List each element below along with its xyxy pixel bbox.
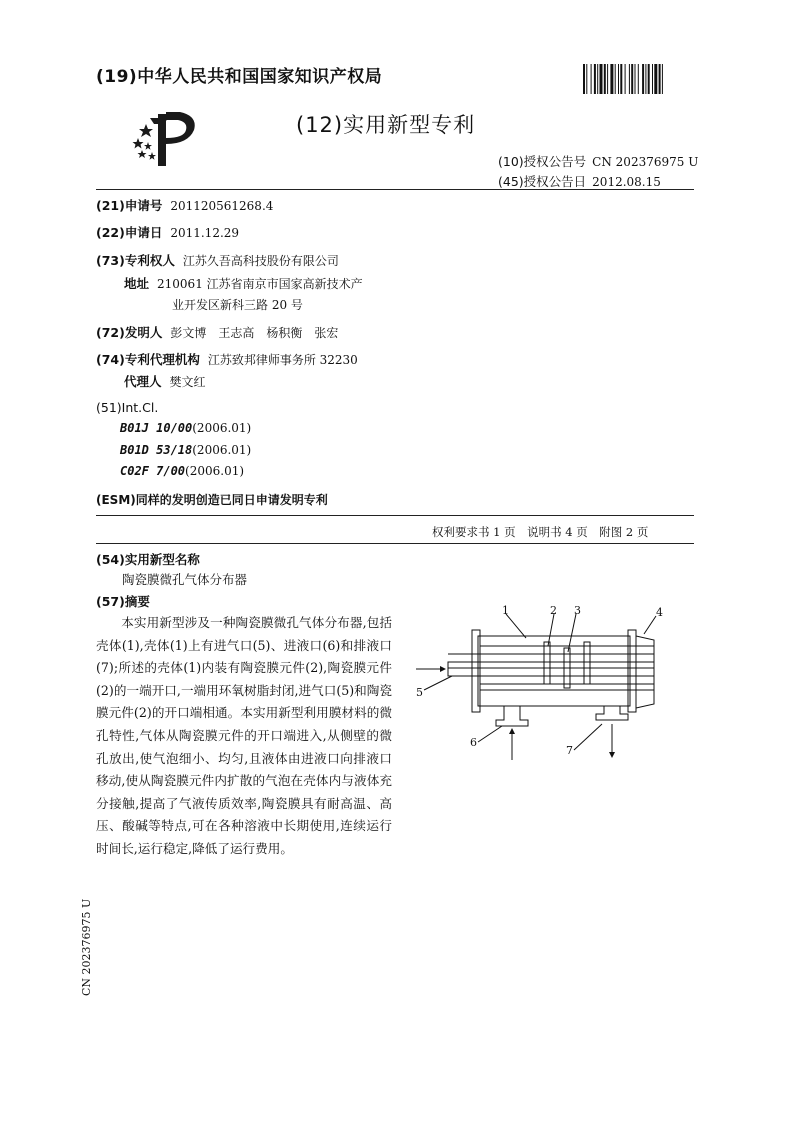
barcode-bar <box>586 64 587 94</box>
page-count-divider <box>96 543 694 544</box>
barcode-bar <box>638 64 639 94</box>
inventor-label: (72)发明人 <box>96 325 163 340</box>
liquid-inlet-nozzle <box>496 706 528 726</box>
ipc-code: C02F 7/00 <box>120 464 186 478</box>
ipc-entry <box>120 443 251 457</box>
agency-value: 江苏致邦律师事务所 32230 <box>207 353 358 367</box>
barcode-bar <box>635 64 636 94</box>
agent-value: 樊文红 <box>169 375 206 389</box>
barcode-bar <box>604 64 606 94</box>
ipc-date: (2006.01) <box>192 421 252 435</box>
figure-label: 3 <box>574 604 581 617</box>
figure-label: 5 <box>416 686 423 699</box>
barcode-bar <box>629 64 630 94</box>
publication-date-value: 2012.08.15 <box>592 175 661 189</box>
ipc-code: B01D 53/18 <box>120 443 193 457</box>
barcode-bar <box>610 64 613 94</box>
barcode-bar <box>620 64 622 94</box>
inventor-row <box>96 323 338 341</box>
figure-label: 1 <box>502 604 509 617</box>
barcode-bar <box>631 64 633 94</box>
ipc-date: (2006.01) <box>192 443 252 457</box>
baffle-3 <box>584 642 590 684</box>
application-date-label: (22)申请日 <box>96 225 163 240</box>
side-publication-number <box>76 890 96 1000</box>
barcode-bar <box>645 64 646 94</box>
liquid-outlet-nozzle <box>596 706 628 720</box>
application-number-value: 201120561268.4 <box>170 199 274 213</box>
barcode-bar <box>648 64 650 94</box>
ipc-entry <box>120 464 244 478</box>
barcode-bar <box>607 64 608 94</box>
agent-row <box>124 372 206 390</box>
publication-number-value: CN 202376975 U <box>592 155 699 169</box>
abstract-figure <box>408 602 690 782</box>
figure-label: 4 <box>656 606 663 619</box>
application-date-value: 2011.12.29 <box>170 226 240 240</box>
barcode-bar <box>597 64 598 94</box>
gas-inlet-pipe <box>448 662 472 676</box>
inventor-value: 彭文博 王志高 杨积衡 张宏 <box>170 326 339 340</box>
barcode-bar <box>625 64 626 94</box>
barcode-bar <box>615 64 616 94</box>
ipc-code: B01J 10/00 <box>120 421 193 435</box>
right-head <box>636 636 654 708</box>
barcode-icon <box>583 64 695 94</box>
patentee-label: (73)专利权人 <box>96 253 175 268</box>
application-date-row <box>96 223 239 241</box>
barcode-bar <box>591 64 592 94</box>
right-flange <box>628 630 636 712</box>
address-row <box>124 274 363 292</box>
office-title: (19)中华人民共和国国家知识产权局 <box>96 67 383 87</box>
application-number-row <box>96 196 273 214</box>
patentee-row <box>96 251 339 269</box>
utility-name-value: 陶瓷膜微孔气体分布器 <box>122 572 248 587</box>
sipo-logo-icon <box>128 108 204 170</box>
agency-row <box>96 350 358 368</box>
barcode-bar <box>662 64 663 94</box>
barcode-bar <box>618 64 619 94</box>
figure-label: 2 <box>550 604 557 617</box>
barcode-bar <box>594 64 596 94</box>
publication-number-label: (10)授权公告号 <box>498 154 587 169</box>
address-line-2: 业开发区新科三路 20 号 <box>172 298 303 312</box>
abstract-label: (57)摘要 <box>96 594 150 609</box>
ipc-date: (2006.01) <box>185 464 245 478</box>
address-row-2 <box>172 296 303 313</box>
application-number-label: (21)申请号 <box>96 198 163 213</box>
address-line-1: 210061 江苏省南京市国家高新技术产 <box>157 277 363 291</box>
abstract-text: 本实用新型涉及一种陶瓷膜微孔气体分布器,包括壳体(1),壳体(1)上有进气口(5)、进液口(6)和排液口(7);所述的壳体(1)内装有陶瓷膜元件(2),陶瓷膜元件(2)的一端开口,一端用环氧树脂封闭,进气口(5)和陶瓷膜元件(2)的开口端相通。本实用新型利用膜材料的微孔特性,气体从陶瓷膜元件的开口端进入,从侧壁的微孔放出,使气泡细小、均匀,且液体由进液口向排液口移动,使从陶瓷膜元件内扩散的气泡在壳体内与液体充分接触,提高了气液传质效率,陶瓷膜具有耐高温、高压、酸碱等特点,可在各种溶液中长期使用,连续运行时间长,运行稳定,降低了运行费用。 <box>96 615 392 856</box>
barcode-bar <box>652 64 653 94</box>
patentee-value: 江苏久吾高科技股份有限公司 <box>182 254 339 268</box>
barcode-bar <box>600 64 603 94</box>
biblio-divider <box>96 515 694 516</box>
esm-note: (ESM)同样的发明创造已同日申请发明专利 <box>96 493 328 507</box>
barcode-bar <box>642 64 644 94</box>
barcode-bar <box>583 64 585 94</box>
address-label: 地址 <box>124 276 150 291</box>
agency-label: (74)专利代理机构 <box>96 352 200 367</box>
utility-name-label: (54)实用新型名称 <box>96 552 200 567</box>
publication-date-label: (45)授权公告日 <box>498 174 587 189</box>
agent-label: 代理人 <box>124 374 162 389</box>
ipc-entry <box>120 421 251 435</box>
ipc-header <box>96 400 158 415</box>
publication-number-row <box>498 152 698 170</box>
figure-label: 7 <box>566 744 573 757</box>
header-divider <box>96 189 694 190</box>
page-counts: 权利要求书 1 页 说明书 4 页 附图 2 页 <box>432 525 649 539</box>
ipc-label: (51)Int.Cl. <box>96 400 159 415</box>
side-number-text: CN 202376975 U <box>80 898 93 996</box>
left-flange <box>472 630 480 712</box>
barcode-bar <box>659 64 661 94</box>
publication-date-row <box>498 172 661 190</box>
baffle-1 <box>544 642 550 684</box>
figure-label: 6 <box>470 736 477 749</box>
document-type-title: (12)实用新型专利 <box>296 113 476 137</box>
barcode-bar <box>654 64 657 94</box>
